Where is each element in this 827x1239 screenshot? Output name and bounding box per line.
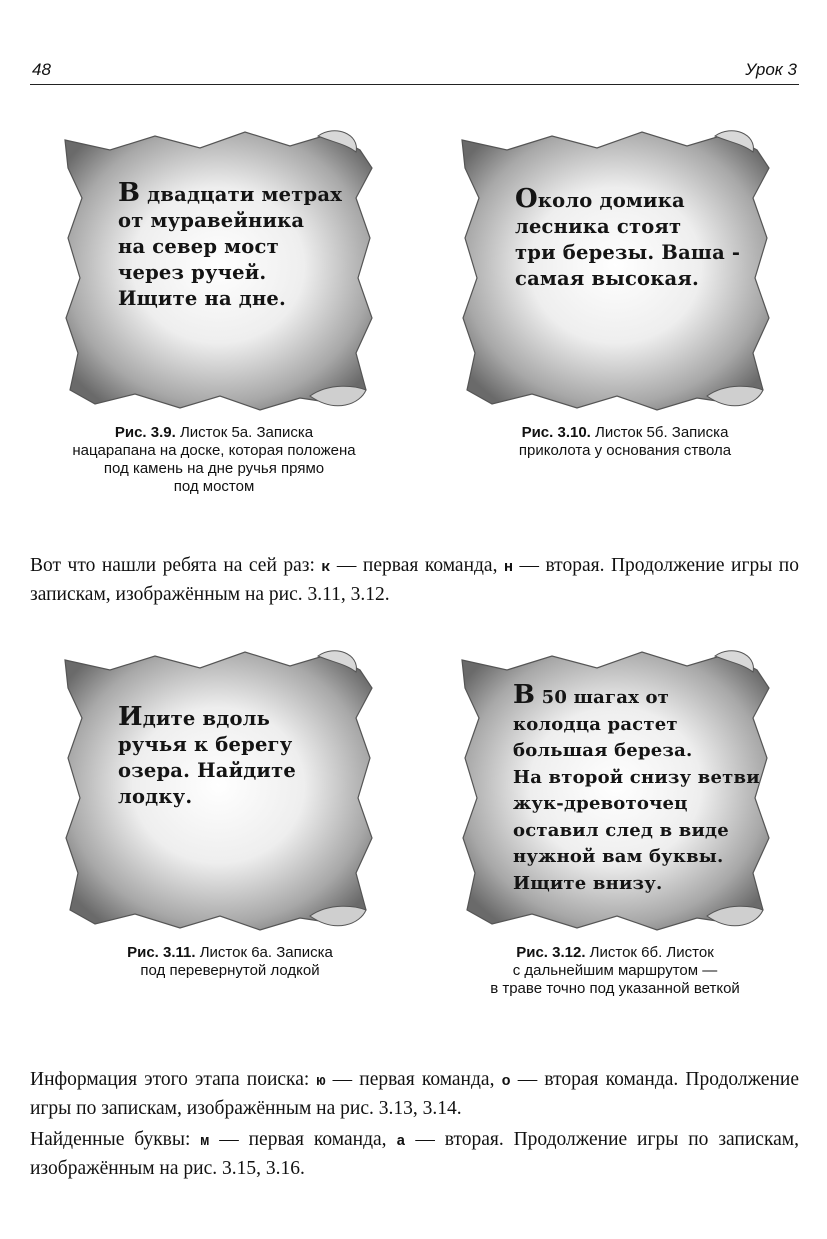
note-text: [118, 704, 296, 810]
caption-label: Рис. 3.10.: [521, 424, 591, 441]
letter-code: м: [200, 1133, 210, 1150]
paragraph-text: — первая команда,: [209, 1129, 397, 1150]
paragraph-text: Информация этого этапа поиска:: [30, 1069, 317, 1090]
paragraph-text: — вторая команда. Продолжение игры по запискам, изображённым на рис. 3.13, 3.14.: [30, 1069, 799, 1119]
caption-line: под мостом: [173, 478, 255, 495]
note-line: оставил след в виде: [513, 819, 729, 841]
paragraph-text: — вторая. Продолжение игры по запискам, изображённым на рис. 3.15, 3.16.: [30, 1129, 799, 1179]
letter-code: к: [321, 559, 331, 576]
note-line: колодца растет: [513, 713, 678, 735]
paragraph-text: — вторая. Продолжение игры по запискам, изображённым на рис. 3.11, 3.12.: [30, 555, 799, 605]
note-line: нужной вам буквы.: [513, 846, 724, 867]
parchment-figure-3-10: [457, 128, 777, 413]
caption-line: Листок 5а. Записка: [175, 424, 314, 441]
caption-line: с дальнейшим маршрутом —: [512, 962, 718, 979]
figure-caption: [440, 424, 810, 460]
note-line: лодку.: [118, 785, 193, 808]
note-line: три березы. Ваша -: [515, 241, 741, 264]
note-line: На второй снизу ветви: [513, 766, 760, 788]
caption-line: под перевернутой лодкой: [140, 962, 320, 979]
note-line: большая береза.: [513, 740, 693, 761]
parchment-figure-3-11: [60, 648, 380, 933]
figure-caption: [50, 944, 410, 980]
note-line: самая высокая.: [515, 267, 699, 290]
note-text: [513, 682, 760, 897]
letter-code: о: [501, 1073, 511, 1090]
caption-line: под камень на дне ручья прямо: [103, 460, 325, 477]
note-line: жук-древоточец: [513, 793, 688, 814]
page-header: [30, 58, 799, 85]
letter-code: н: [503, 559, 513, 576]
body-paragraph: [30, 552, 799, 608]
note-line: Ищите на дне.: [118, 287, 287, 310]
caption-line: приколота у основания ствола: [518, 442, 732, 459]
figure-caption: [34, 424, 394, 496]
caption-label: Рис. 3.12.: [516, 944, 586, 961]
note-line: Идите вдоль: [118, 702, 271, 732]
note-line: В двадцати метрах: [118, 178, 343, 208]
note-line: Ищите внизу.: [513, 872, 663, 894]
note-line: от муравейника: [118, 209, 305, 232]
note-line: на север мост: [118, 235, 279, 258]
parchment-figure-3-12: [457, 648, 777, 933]
caption-label: Рис. 3.11.: [127, 944, 196, 961]
parchment-figure-3-9: [60, 128, 380, 413]
figure-caption: [430, 944, 800, 998]
note-text: [118, 180, 342, 312]
letter-code: ю: [316, 1073, 326, 1090]
caption-line: Листок 5б. Записка: [590, 424, 729, 441]
paragraph-text: — первая команда,: [325, 1069, 502, 1090]
paragraph-text: — первая команда,: [330, 555, 504, 576]
paragraph-text: Найденные буквы:: [30, 1129, 201, 1150]
body-paragraph: [30, 1126, 799, 1182]
note-line: В 50 шагах от: [513, 680, 670, 710]
caption-line: Листок 6б. Листок: [585, 944, 714, 961]
caption-line: нацарапана на доске, которая положена: [72, 442, 356, 459]
page-number: 48: [32, 60, 51, 79]
caption-label: Рис. 3.9.: [114, 424, 176, 441]
paragraph-text: Вот что нашли ребята на сей раз:: [30, 555, 322, 576]
chapter-title: Урок 3: [745, 60, 797, 79]
letter-code: а: [396, 1133, 406, 1150]
caption-line: в траве точно под указанной веткой: [490, 980, 740, 997]
note-line: озера. Найдите: [118, 759, 296, 782]
note-text: [515, 186, 740, 292]
caption-line: Листок 6а. Записка: [195, 944, 333, 961]
note-line: лесника стоят: [515, 215, 682, 238]
body-paragraph: [30, 1066, 799, 1122]
note-line: Около домика: [515, 184, 685, 214]
note-line: ручья к берегу: [118, 733, 293, 756]
note-line: через ручей.: [118, 261, 267, 284]
